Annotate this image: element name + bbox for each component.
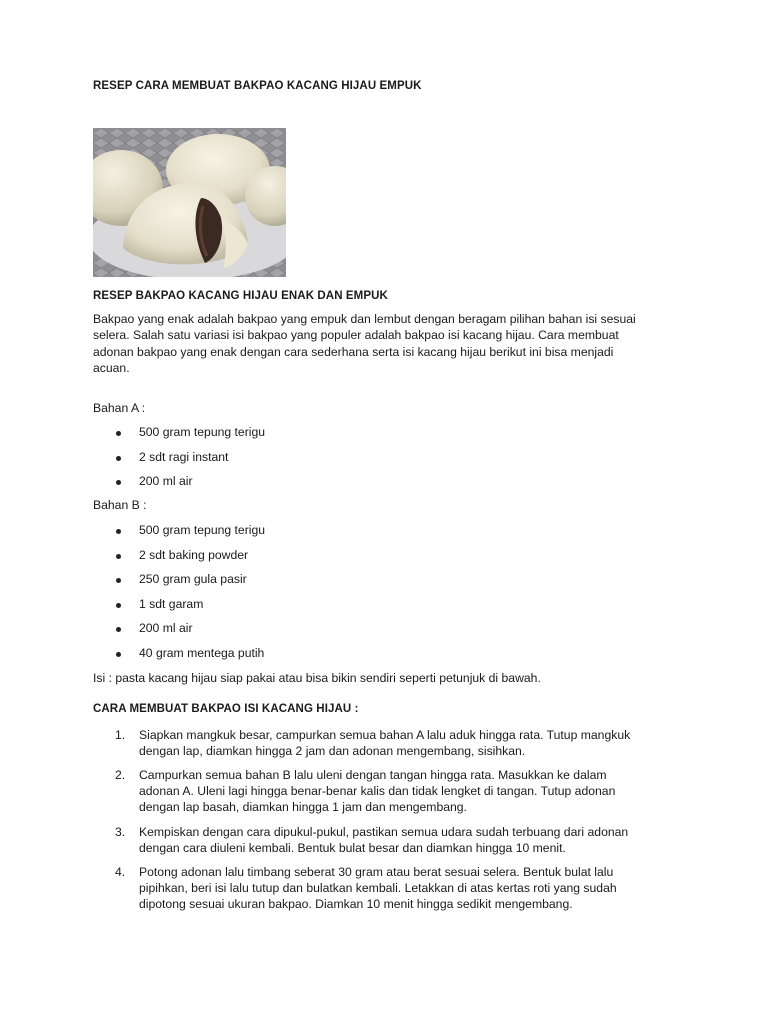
bullet-icon bbox=[116, 652, 121, 657]
bullet-icon bbox=[116, 554, 121, 559]
ingredient-text: 40 gram mentega putih bbox=[139, 645, 265, 660]
step-line: dengan cara diuleni kembali. Bentuk bulat besar dan diamkan hingga 10 menit. bbox=[139, 841, 566, 855]
section-heading-resep: RESEP BAKPAO KACANG HIJAU ENAK DAN EMPUK bbox=[93, 290, 388, 302]
step-text bbox=[139, 824, 630, 856]
step-item bbox=[110, 864, 630, 912]
steps-list bbox=[110, 727, 630, 912]
ingredient-text: 2 sdt baking powder bbox=[139, 547, 249, 562]
intro-paragraph bbox=[93, 311, 673, 377]
bullet-icon bbox=[116, 529, 121, 534]
step-item bbox=[110, 824, 630, 864]
ingredient-text: 500 gram tepung terigu bbox=[139, 425, 266, 439]
ingredient-text: 250 gram gula pasir bbox=[139, 572, 247, 587]
ingredient-text: 200 ml air bbox=[139, 621, 193, 636]
ingredient-text: 1 sdt garam bbox=[139, 596, 204, 611]
bullet-icon bbox=[116, 480, 121, 485]
bahan-a-label: Bahan A : bbox=[93, 401, 146, 415]
step-number: 3. bbox=[115, 825, 126, 839]
bullet-icon bbox=[116, 578, 121, 583]
bullet-icon bbox=[116, 456, 121, 461]
step-line: dipotong sesuai ukuran bakpao. Diamkan 10 menit hingga sedikit mengembang. bbox=[139, 897, 573, 911]
step-line: Siapkan mangkuk besar, campurkan semua bahan A lalu aduk hingga rata. Tutup mangkuk bbox=[139, 728, 631, 742]
step-number: 2. bbox=[115, 768, 126, 782]
step-item bbox=[110, 727, 630, 767]
bullet-icon bbox=[116, 603, 121, 608]
step-text bbox=[139, 727, 630, 759]
step-line: Potong adonan lalu timbang seberat 30 gram atau berat sesuai selera. Bentuk bulat lalu bbox=[139, 865, 614, 879]
intro-line: selera. Salah satu variasi isi bakpao yang populer adalah bakpao isi kacang hijau. Cara membuat bbox=[93, 328, 619, 343]
intro-line: acuan. bbox=[93, 361, 130, 376]
step-text bbox=[139, 767, 630, 815]
intro-line: adonan bakpao yang enak dengan cara sederhana serta isi kacang hijau berikut ini bisa menjadi bbox=[93, 344, 614, 359]
step-text bbox=[139, 864, 630, 912]
ingredient-text: 500 gram tepung terigu bbox=[139, 523, 266, 537]
document-title: RESEP CARA MEMBUAT BAKPAO KACANG HIJAU EMPUK bbox=[93, 80, 422, 92]
step-line: Kempiskan dengan cara dipukul-pukul, pastikan semua udara sudah terbuang dari adonan bbox=[139, 825, 629, 839]
step-line: dengan lap, diamkan hingga 2 jam dan adonan mengembang, sisihkan. bbox=[139, 744, 526, 758]
section-heading-cara-membuat: CARA MEMBUAT BAKPAO ISI KACANG HIJAU : bbox=[93, 703, 359, 715]
step-line: adonan A. Uleni lagi hingga benar-benar kalis dan tidak lengket di tangan. Tutup adonan bbox=[139, 784, 616, 798]
bakpao-photo bbox=[93, 128, 286, 277]
ingredient-text: 200 ml air bbox=[139, 474, 193, 489]
step-line: dengan lap basah, diamkan hingga 1 jam dan mengembang. bbox=[139, 800, 467, 814]
step-number: 1. bbox=[115, 728, 126, 742]
bahan-b-label: Bahan B : bbox=[93, 498, 147, 512]
bullet-icon bbox=[116, 627, 121, 632]
bakpao-photo-image bbox=[93, 128, 286, 277]
step-item bbox=[110, 767, 630, 824]
intro-line: Bakpao yang enak adalah bakpao yang empuk dan lembut dengan beragam pilihan bahan isi sesuai bbox=[93, 312, 636, 326]
step-line: Campurkan semua bahan B lalu uleni dengan tangan hingga rata. Masukkan ke dalam bbox=[139, 768, 607, 782]
step-number: 4. bbox=[115, 865, 126, 879]
ingredient-text: 2 sdt ragi instant bbox=[139, 449, 229, 464]
isi-note: Isi : pasta kacang hijau siap pakai atau bisa bikin sendiri seperti petunjuk di bawah. bbox=[93, 671, 541, 685]
step-line: pipihkan, beri isi lalu tutup dan bulatkan kembali. Letakkan di atas kertas roti yang sudah bbox=[139, 881, 617, 895]
bullet-icon bbox=[116, 431, 121, 436]
